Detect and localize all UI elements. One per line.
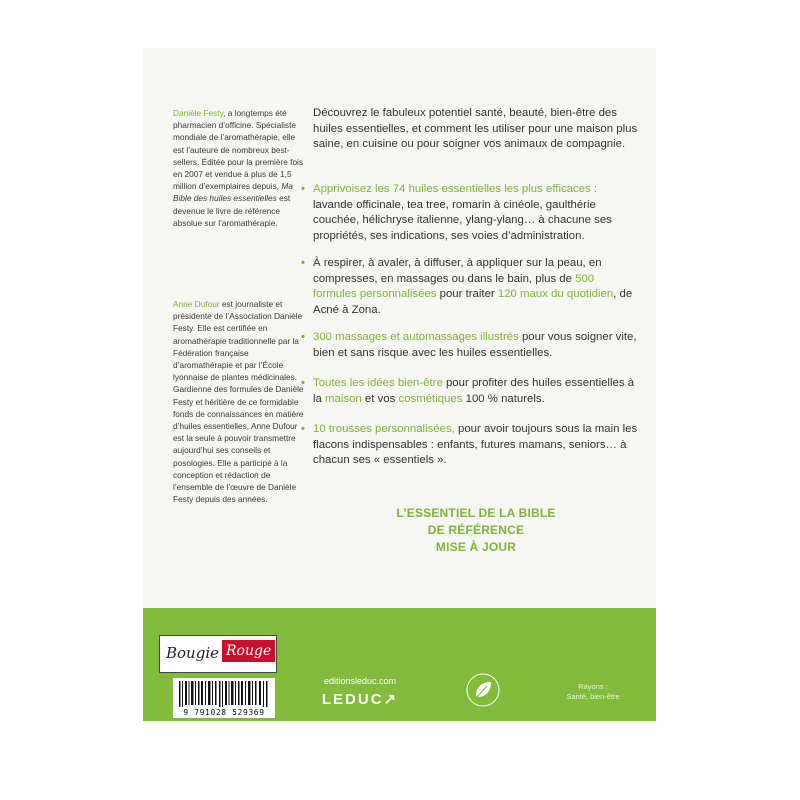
bullet-text: et vos bbox=[361, 392, 399, 405]
bullet-text: pour profiter des huiles essentielles à la bbox=[313, 377, 635, 405]
barcode-number: 9 791028 529369 bbox=[183, 708, 265, 717]
bullet-text: , de Acné à Zona. bbox=[313, 288, 633, 316]
feature-bullet bbox=[297, 256, 639, 318]
bullet-dot-icon: • bbox=[301, 183, 305, 195]
bullet-highlight: Toutes les idées bien-être bbox=[313, 377, 443, 389]
bio-text: est journaliste et présidente de l’Association Danièle Festy. Elle est certifiée en aromathérapie traditionnelle par la Fédération française d’aromathérapie et par l’École lyonnaise de plantes médicinales. Gardienne des formules de Danièle Festy et héritière de ce formidable fonds de connaissances en matière d’huiles essentielles, Anne Dufour est la seule à pouvoir transmettre aujourd’hui ses conseils et posologies. Elle a participé à la conception et rédaction de l’ensemble de l’œuvre de Danièle Festy depuis des années. bbox=[173, 299, 304, 505]
author-bio-dufour bbox=[173, 298, 305, 505]
bullet-dot-icon: • bbox=[301, 377, 305, 389]
tagline-line: L’ESSENTIEL DE LA BIBLE bbox=[396, 506, 556, 520]
intro-paragraph: Découvrez le fabuleux potentiel santé, beauté, bien-être des huiles essentielles, et comment les utiliser pour une maison plus saine, en cuisine ou pour soigner vos animaux de compagnie. bbox=[313, 107, 638, 151]
logo-text-right: Rouge bbox=[222, 640, 275, 662]
book-back-cover bbox=[143, 48, 656, 721]
bullet-text: 100 % naturels. bbox=[462, 392, 545, 405]
bullet-dot-icon: • bbox=[301, 257, 305, 269]
bullet-text: À respirer, à avaler, à diffuser, à appliquer sur la peau, en compresses, en massages ou dans le bain, plus de bbox=[313, 257, 602, 285]
feature-bullet bbox=[297, 376, 639, 407]
bullet-highlight: Apprivoisez les 74 huiles essentielles les plus efficaces : bbox=[313, 183, 598, 195]
rayons-value: Santé, bien-être bbox=[566, 692, 620, 701]
tagline-line: DE RÉFÉRENCE bbox=[427, 523, 525, 537]
bullet-dot-icon: • bbox=[301, 423, 305, 435]
bio-text: , a longtemps été pharmacien d’officine. Spécialiste mondiale de l’aromathérapie, elle est l’auteure de nombreux best-sellers. Éditée pour la première fois en 2007 et vendue à plus de 1,5 million d’exemplaires depuis, bbox=[173, 108, 304, 192]
logo-text-left: Bougie bbox=[166, 644, 219, 662]
shelf-category bbox=[543, 682, 643, 702]
bullet-text: pour traiter bbox=[436, 288, 498, 301]
bio-text: est devenue le livre de référence absolue sur l’aromathérapie. bbox=[173, 193, 291, 228]
cover-footer-band bbox=[143, 608, 656, 721]
tagline bbox=[313, 505, 639, 556]
bullet-text: pour vous soigner vite, bien et sans risque avec les huiles essentielles. bbox=[313, 331, 637, 359]
eco-leaf-icon bbox=[465, 672, 501, 708]
publisher-url: editionsleduc.com bbox=[323, 676, 397, 686]
bullet-text: lavande officinale, tea tree, romarin à cinéole, gaulthérie couchée, hélichryse italienne, ylang-ylang… à chacune ses propriétés, ses indications, ses voies d’administration. bbox=[313, 198, 612, 242]
isbn-barcode bbox=[173, 678, 275, 718]
author-name: Anne Dufour bbox=[173, 299, 220, 309]
author-bio-festy bbox=[173, 107, 305, 229]
tagline-line: MISE À JOUR bbox=[435, 540, 517, 554]
rayons-label: Rayons : bbox=[578, 682, 608, 691]
bullet-highlight: 300 massages et automassages illustrés bbox=[313, 331, 519, 343]
barcode-icon bbox=[179, 681, 269, 707]
bullet-text: pour avoir toujours sous la main les flacons indispensables : enfants, futures mamans, seniors… à chacun ses « essentiels ». bbox=[313, 423, 638, 467]
bullet-dot-icon: • bbox=[301, 331, 305, 343]
bullet-highlight: 10 trousses personnalisées, bbox=[313, 423, 455, 435]
bullet-highlight: cosmétiques bbox=[398, 392, 463, 405]
book-title-italic: Ma Bible des huiles essentielles bbox=[173, 181, 293, 204]
publisher-logo: LEDUC↗ bbox=[321, 691, 399, 708]
author-name: Danièle Festy bbox=[173, 108, 224, 118]
bullet-highlight: 120 maux du quotidien bbox=[497, 288, 614, 301]
bullet-highlight: maison bbox=[325, 392, 362, 405]
feature-bullet bbox=[297, 182, 639, 244]
bullet-highlight: 500 formules personnalisées bbox=[313, 272, 595, 301]
feature-bullet bbox=[297, 330, 639, 361]
bougie-rouge-logo bbox=[159, 635, 277, 673]
feature-bullet bbox=[297, 422, 639, 469]
